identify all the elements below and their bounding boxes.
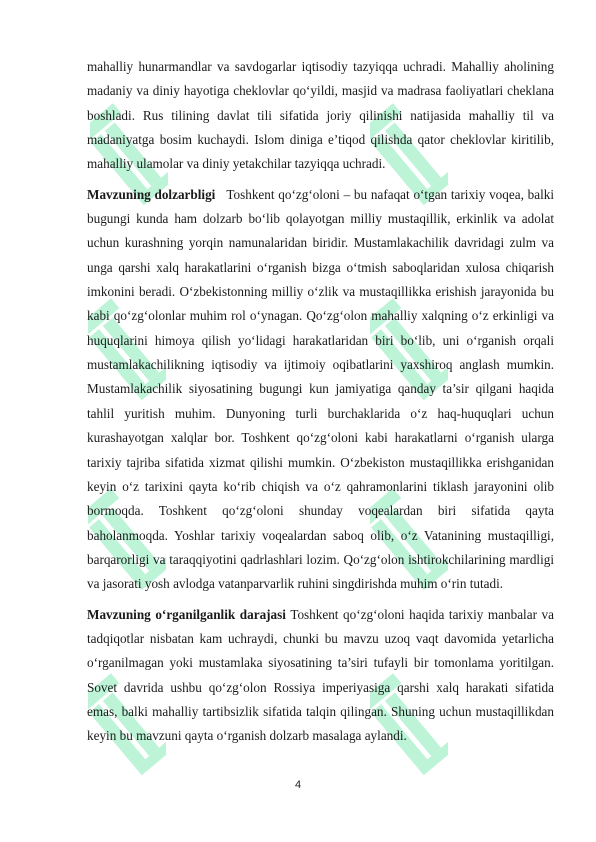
section-heading-relevance: Mavzuning dolzarbligi: [87, 186, 216, 202]
paragraph-study-level: [87, 603, 554, 749]
paragraph-intro: mahalliy hunarmandlar va savdogarlar iqtisodiy tazyiqqa uchradi. Mahalliy aholining madaniy va diniy hayotiga cheklovlar qo‘yildi, masjid va madrasa faoliyatlari cheklana boshladi. Rus tilining davlat tili sifatida joriy qilinishi natijasida mahalliy til va madaniyatga bosim kuchaydi. Islom diniga e’tiqod qilishda qator cheklovlar kiritilib, mahalliy ulamolar va diniy yetakchilar tazyiqqa uchradi.: [87, 59, 554, 172]
section-heading-study-level: Mavzuning o‘rganilganlik darajasi: [87, 606, 286, 622]
paragraph-relevance-text: Toshkent qo‘zg‘oloni – bu nafaqat o‘tgan tarixiy voqea, balki bugungi kunda ham dolzarb bo‘lib qolayotgan milliy mustaqillik, erkinlik va adolat uchun kurashning yorqin namunalaridan biridir. Mustamlakachilik davridagi zulm va unga qarshi xalq harakatlarini o‘rganish bizga o‘tmish saboqlaridan xulosa chiqarish imkonini beradi. O‘zbekistonning milliy o‘zlik va mustaqillikka erishish jarayonida bu kabi qo‘zg‘olonlar muhim rol o‘ynagan. Qo‘zg‘olon mahalliy xalqning o‘z erkinligi va huquqlarini himoya qilish yo‘lidagi harakatlaridan biri bo‘lib, uni o‘rganish orqali mustamlakachilikning iqtisodiy va ijtimoiy oqibatlarini yaxshiroq anglash mumkin. Mustamlakachilik siyosatining bugungi kun jamiyatiga qanday ta’sir qilgani haqida tahlil yuritish muhim. Dunyoning turli burchaklarida o‘z haq-huquqlari uchun kurashayotgan xalqlar bor. Toshkent qo‘zg‘oloni kabi harakatlarni o‘rganish ularga tarixiy tajriba sifatida xizmat qilishi mumkin. O‘zbekiston mustaqillikka erishganidan keyin o‘z tarixini qayta ko‘rib chiqish va o‘z qahramonlarini tiklash jarayonini olib bormoqda. Toshkent qo‘zg‘oloni shunday voqealardan biri sifatida qayta baholanmoqda. Yoshlar tarixiy voqealardan saboq olib, o‘z Vatanining mustaqilligi, barqarorligi va taraqqiyotini qadrlashlari lozim. Qo‘zg‘olon ishtirokchilarining mardligi va jasorati yosh avlodga vatanparvarlik ruhini singdirishda muhim o‘rin tutadi.: [87, 186, 554, 592]
paragraph-relevance: [87, 183, 554, 597]
document-body: [87, 55, 554, 749]
paragraph-study-level-text: Toshkent qo‘zg‘oloni haqida tarixiy manbalar va tadqiqotlar nisbatan kam uchraydi, chunki bu mavzu uzoq vaqt davomida yetarlicha o‘rganilmagan yoki mustamlaka siyosatining ta’siri tufayli bir tomonlama yoritilgan. Sovet davrida ushbu qo‘zg‘olon Rossiya imperiyasiga qarshi xalq harakati sifatida emas, balki mahalliy tartibsizlik sifatida talqin qilingan. Shuning uchun mustaqillikdan keyin bu mavzuni qayta o‘rganish dolzarb masalaga aylandi.: [87, 606, 554, 744]
page-number: 4: [294, 779, 302, 791]
